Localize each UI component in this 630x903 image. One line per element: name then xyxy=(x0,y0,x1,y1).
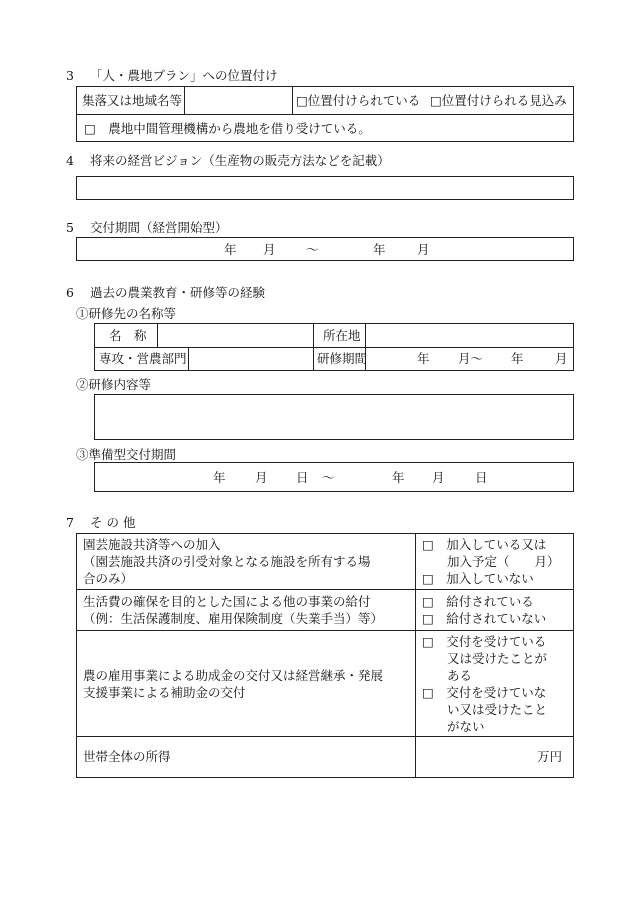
section-title: 過去の農業教育・研修等の経験 xyxy=(90,285,266,300)
prep-grant-period-subheading: ③準備型交付期間 xyxy=(76,447,177,462)
horticulture-insurance-note: （園芸施設共済の引受対象となる施設を所有する場 xyxy=(83,554,371,569)
training-content-subheading: ②研修内容等 xyxy=(76,377,152,392)
insurance-planned-month: 加入予定（ 月） xyxy=(422,554,560,569)
section-number: 6 xyxy=(66,285,74,300)
leasing-from-organization-checkbox[interactable]: □ 農地中間管理機構から農地を借り受けている。 xyxy=(84,121,371,136)
section-number: 5 xyxy=(66,220,74,235)
section-3-heading xyxy=(66,66,278,84)
section-4-heading xyxy=(66,151,390,169)
training-period-month: 月 xyxy=(555,351,568,366)
period-tilde: ～ xyxy=(306,242,319,257)
subsidy-received-checkbox[interactable]: □ 交付を受けている xyxy=(422,634,547,649)
prep-tilde: ～ xyxy=(322,470,335,485)
section-title: 将来の経営ビジョン（生産物の販売方法などを記載） xyxy=(90,153,390,168)
prep-day-label: 日 xyxy=(475,470,488,485)
section-6-heading xyxy=(66,283,265,301)
training-provider-table xyxy=(94,323,574,371)
employment-subsidy-label: 農の雇用事業による助成金の交付又は経営継承・発展 xyxy=(83,668,384,683)
training-period-year: 年 xyxy=(417,351,430,366)
horticulture-insurance-note-cont: 合のみ） xyxy=(83,571,134,586)
prep-year-label: 年 xyxy=(392,470,405,485)
expected-position-checkbox[interactable]: □位置付けられる見込み xyxy=(430,93,567,108)
benefits-not-received-checkbox[interactable]: □ 給付されていない xyxy=(422,611,547,626)
other-benefits-label: 生活費の確保を目的とした国による他の事業の給付 xyxy=(83,594,371,609)
period-year-label: 年 xyxy=(373,242,386,257)
training-period-year: 年 xyxy=(511,351,524,366)
major-label: 専攻・営農部門 xyxy=(99,351,187,366)
prep-year-label: 年 xyxy=(213,470,226,485)
section-title: 「人・農地プラン」への位置付け xyxy=(90,68,278,83)
training-period-month: 月～ xyxy=(458,351,484,366)
subsidy-received-cont: 又は受けたことが xyxy=(422,651,548,666)
section-number: 3 xyxy=(66,68,74,83)
subsidy-not-received-cont: い又は受けたこと xyxy=(422,702,548,717)
prep-month-label: 月 xyxy=(255,470,268,485)
horticulture-insurance-label: 園芸施設共済等への加入 xyxy=(83,537,221,552)
positioned-checkbox[interactable]: □位置付けられている xyxy=(296,93,421,108)
employment-subsidy-label-cont: 支援事業による補助金の交付 xyxy=(83,685,246,700)
training-period-label: 研修期間 xyxy=(317,351,368,366)
period-month-label: 月 xyxy=(417,242,430,257)
section-number: 4 xyxy=(66,153,74,168)
prep-grant-period-field[interactable] xyxy=(94,462,574,492)
section-7-heading xyxy=(66,513,135,531)
period-month-label: 月 xyxy=(263,242,276,257)
location-label: 所在地 xyxy=(323,328,361,343)
period-year-label: 年 xyxy=(224,242,237,257)
training-content-field[interactable] xyxy=(94,394,574,440)
section-title: そ の 他 xyxy=(90,515,136,530)
provider-name-label: 名 称 xyxy=(109,328,147,343)
insurance-joined-checkbox[interactable]: □ 加入している又は xyxy=(422,537,547,552)
prep-month-label: 月 xyxy=(432,470,445,485)
subsidy-received-cont: ある xyxy=(422,668,473,683)
training-provider-subheading: ①研修先の名称等 xyxy=(76,306,177,321)
plan-position-table xyxy=(76,86,574,142)
grant-period-field[interactable] xyxy=(76,237,574,261)
benefits-received-checkbox[interactable]: □ 給付されている xyxy=(422,594,534,609)
community-name-label: 集落又は地域名等 xyxy=(82,93,183,108)
household-income-unit: 万円 xyxy=(537,749,563,764)
household-income-label: 世帯全体の所得 xyxy=(83,749,171,764)
business-vision-field[interactable] xyxy=(76,176,574,200)
other-info-table xyxy=(76,533,574,778)
subsidy-not-received-cont: がない xyxy=(422,719,485,734)
section-number: 7 xyxy=(66,515,74,530)
insurance-not-joined-checkbox[interactable]: □ 加入していない xyxy=(422,571,534,586)
subsidy-not-received-checkbox[interactable]: □ 交付を受けていな xyxy=(422,685,547,700)
section-5-heading xyxy=(66,218,228,236)
prep-day-label: 日 xyxy=(296,470,309,485)
other-benefits-example: （例：生活保護制度、雇用保険制度（失業手当）等） xyxy=(83,611,384,626)
section-title: 交付期間（経営開始型） xyxy=(90,220,228,235)
